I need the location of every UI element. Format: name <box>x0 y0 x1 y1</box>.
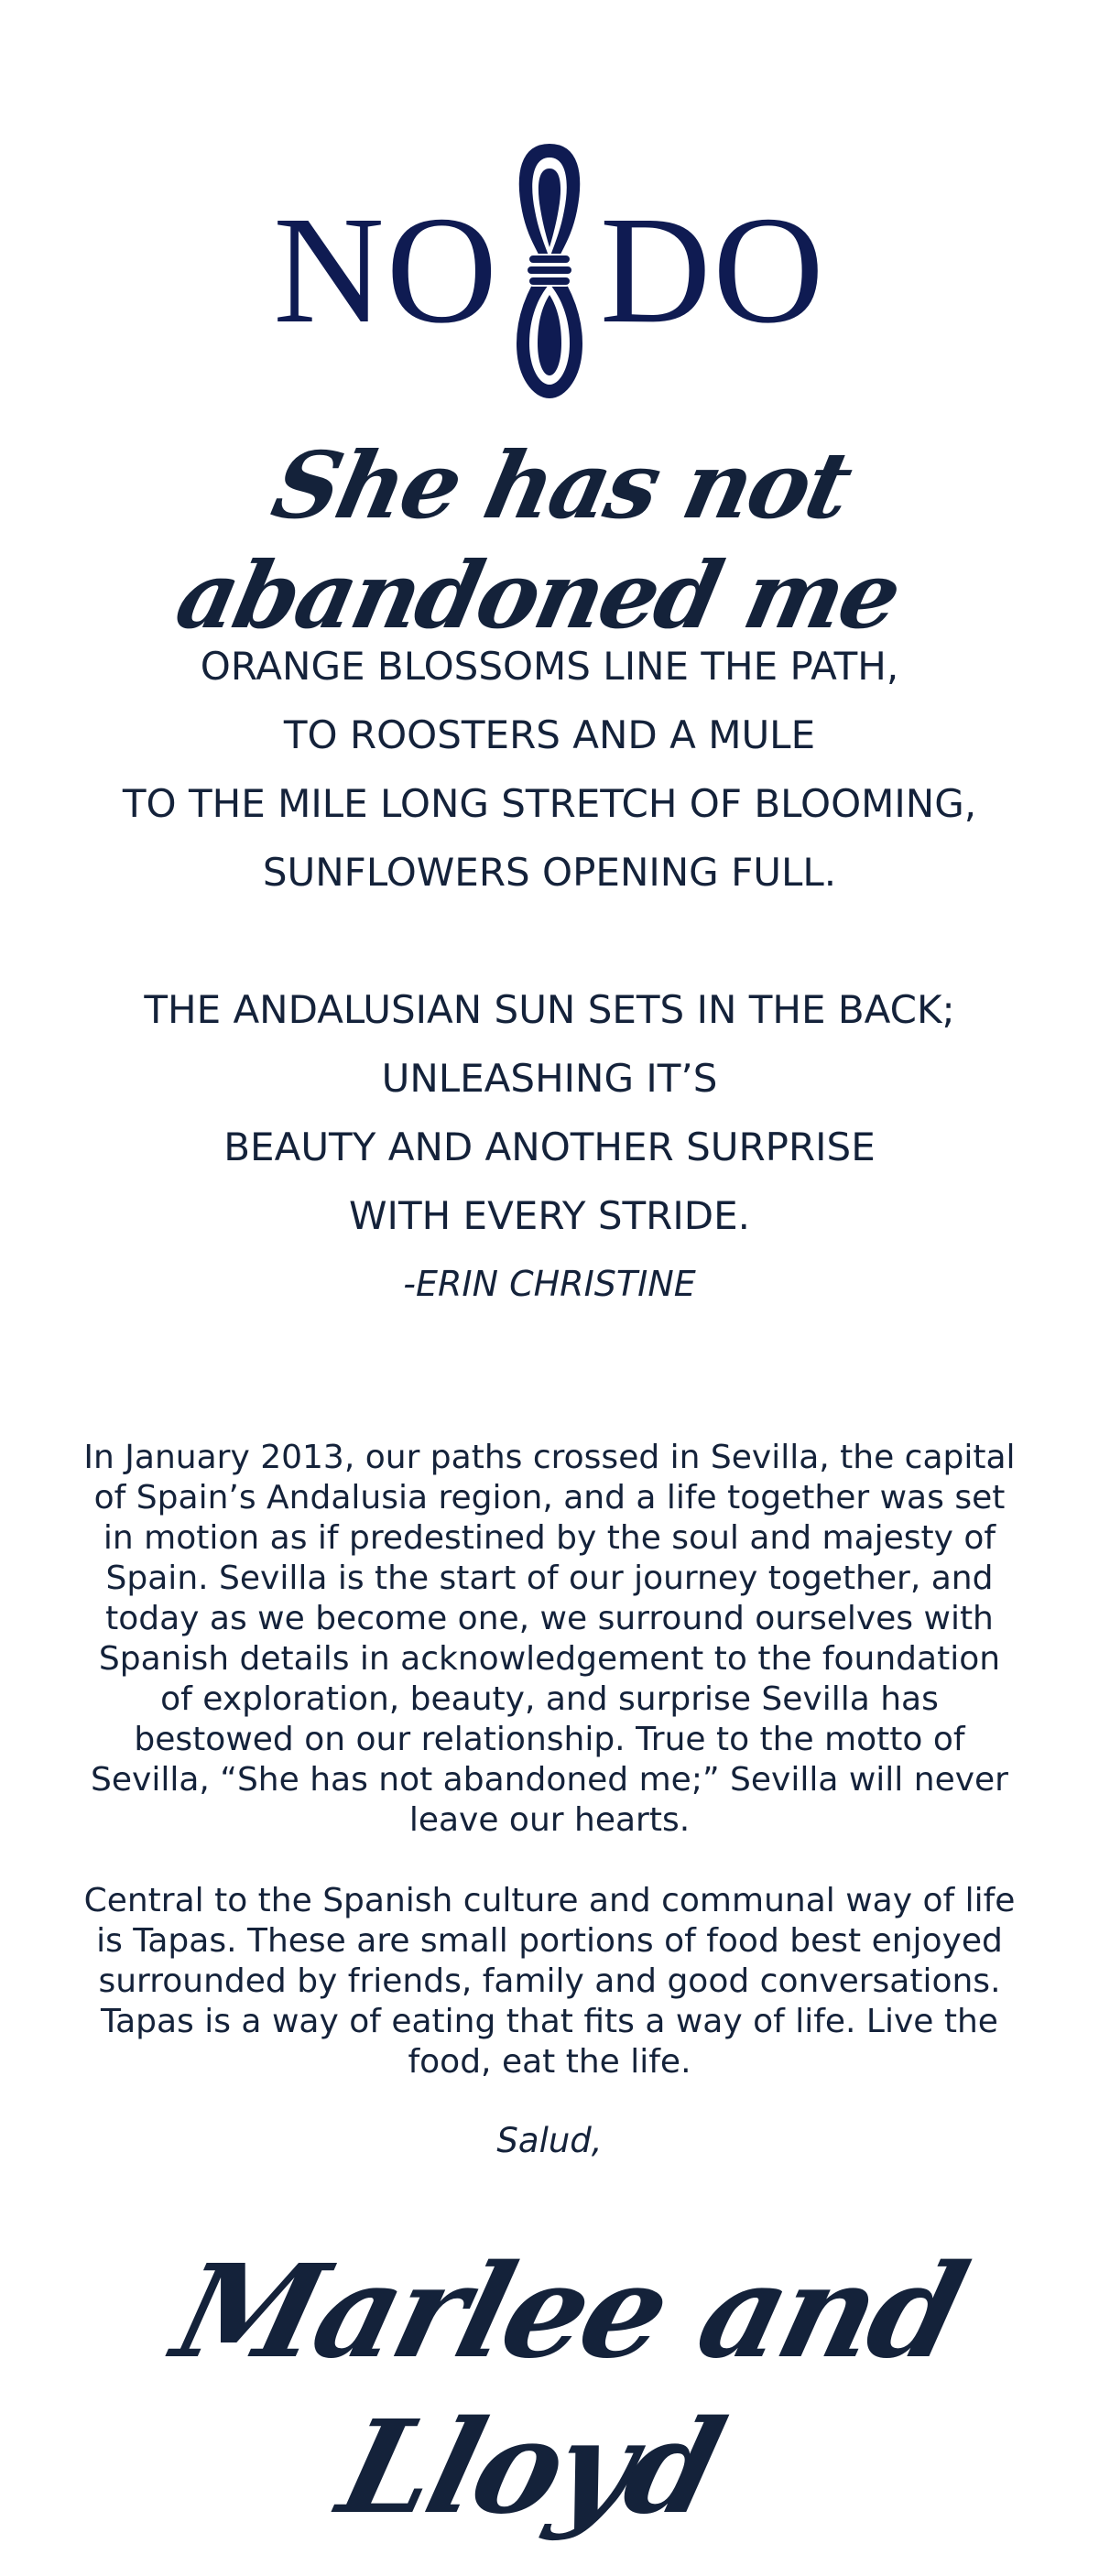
body-paragraph: In January 2013, our paths crossed in Sevilla, the capital of Spain’s Andalusia region, and a life together was set in motion as if predestined by the soul and majesty of Spain. Sevilla is the start of our journey together, and today as we become one, we surround ourselves with Spanish details in acknowledgement to the foundation of exploration, beauty, and surprise Sevilla has bestowed on our relationship. True to the motto of Sevilla, “She has not abandoned me;” Sevilla will never leave our hearts. <box>83 1439 1016 1839</box>
poem-line: BEAUTY AND ANOTHER SURPRISE <box>223 1125 876 1169</box>
salutation: Salud, <box>496 2121 603 2160</box>
script-subtitle: She has not abandoned me <box>168 431 909 649</box>
poem-line: TO ROOSTERS AND A MULE <box>283 712 816 757</box>
logo-text-left: NO <box>273 185 499 355</box>
poem-line: SUNFLOWERS OPENING FULL. <box>262 850 837 895</box>
rope-knot-eight-icon <box>505 137 594 403</box>
poem-line: TO THE MILE LONG STRETCH OF BLOOMING, <box>122 781 977 826</box>
poem-line: UNLEASHING IT’S <box>381 1056 718 1101</box>
body-paragraph: Central to the Spanish culture and communal way of life is Tapas. These are small portions of food best enjoyed surrounded by friends, family and good conversations. Tapas is a way of eating that fits a way of life. Live the food, eat the life. <box>83 1882 1016 2081</box>
poem-author: -ERIN CHRISTINE <box>403 1264 696 1304</box>
body-text <box>82 1438 1017 2123</box>
poem-line: ORANGE BLOSSOMS LINE THE PATH, <box>200 644 899 689</box>
stanza-gap <box>0 907 1099 975</box>
nodo-logo <box>0 128 1099 412</box>
signature: Marlee and Lloyd <box>160 2237 977 2543</box>
poem-line: WITH EVERY STRIDE. <box>349 1193 750 1238</box>
logo-mark <box>273 137 825 403</box>
poem-line: THE ANDALUSIAN SUN SETS IN THE BACK; <box>144 987 955 1032</box>
logo-text-right: DO <box>600 185 826 355</box>
poem <box>0 632 1099 1319</box>
